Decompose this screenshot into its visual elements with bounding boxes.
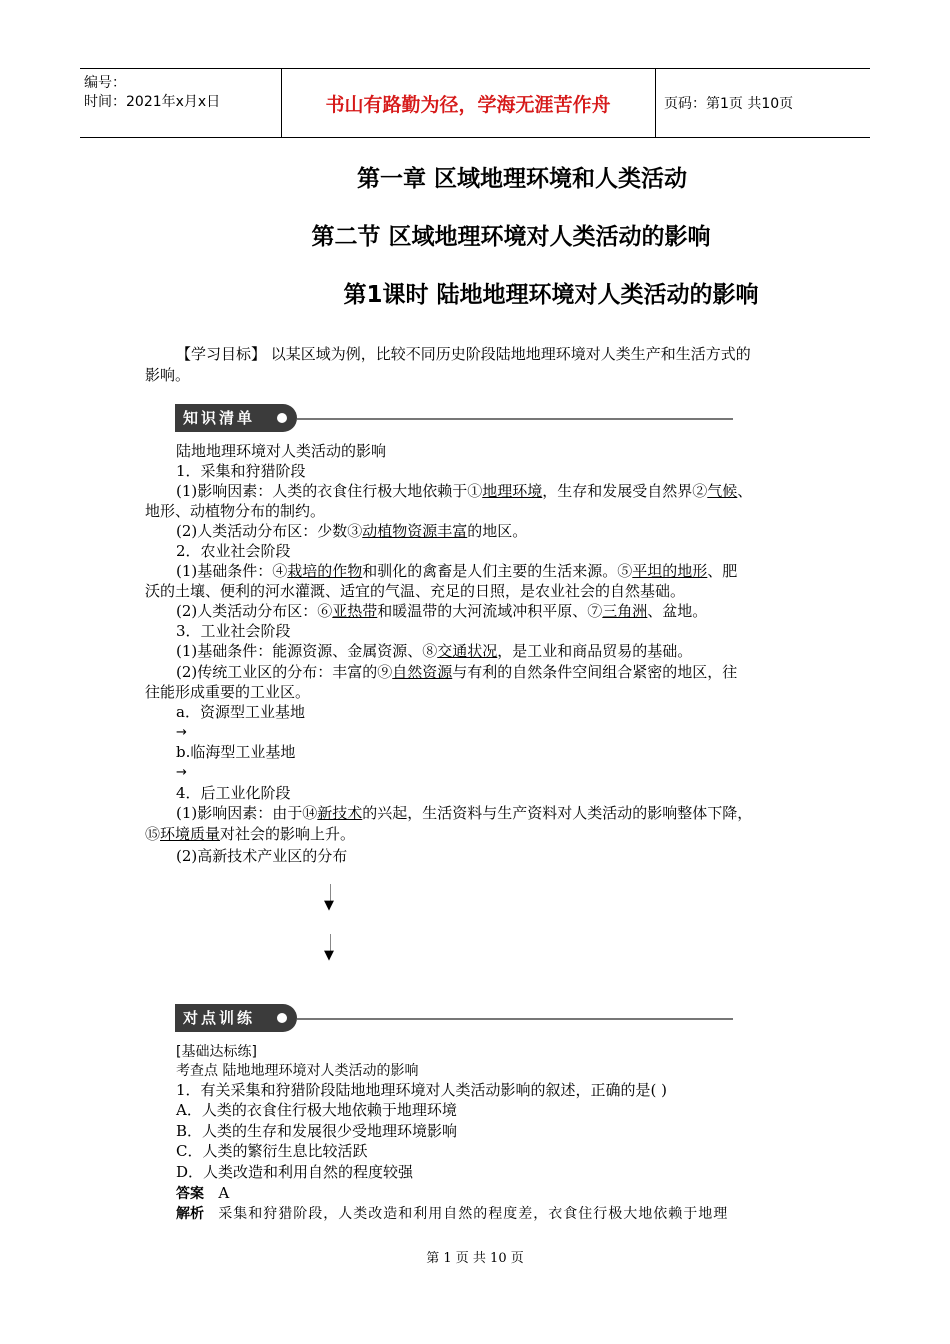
option-d: D．人类改造和利用自然的程度较强 — [176, 1163, 414, 1181]
stage-4-distribution: (2)高新技术产业区的分布 — [176, 847, 348, 865]
analysis-text: 采集和狩猎阶段，人类改造和利用自然的程度差，衣食住行极大地依赖于地理 — [218, 1206, 729, 1222]
arrow-icon: → — [176, 765, 187, 780]
lesson-title: 第1课时 陆地地理环境对人类活动的影响 — [343, 282, 759, 308]
option-a: A．人类的衣食住行极大地依赖于地理环境 — [176, 1101, 457, 1119]
banner-rule — [297, 1018, 733, 1020]
goal-label: 【学习目标】 — [176, 345, 267, 363]
stage-4-title: 4．后工业化阶段 — [176, 784, 291, 802]
banner-rule — [297, 418, 733, 420]
header-page-info: 页码：第1页 共10页 — [664, 96, 794, 112]
answer-blank: 地理环境 — [482, 482, 543, 500]
stage-1-title: 1．采集和狩猎阶段 — [176, 462, 306, 480]
stage-2-basis: (1)基础条件：④栽培的作物和驯化的禽畜是人们主要的生活来源。⑤平坦的地形、肥 — [176, 562, 738, 580]
option-b: B．人类的生存和发展很少受地理环境影响 — [176, 1122, 458, 1140]
stage-2-title: 2．农业社会阶段 — [176, 542, 291, 560]
answer-blank: 交通状况 — [437, 642, 498, 660]
header-meta — [80, 69, 280, 137]
answer-blank: 气候 — [707, 482, 738, 500]
test-topic: 考查点 陆地地理环境对人类活动的影响 — [176, 1063, 419, 1079]
learning-goal — [176, 344, 751, 365]
stage-3-title: 3．工业社会阶段 — [176, 622, 291, 640]
page-footer: 第 1 页 共 10 页 — [426, 1251, 524, 1266]
answer-blank: 栽培的作物 — [287, 562, 363, 580]
option-c: C．人类的繁衍生息比较活跃 — [176, 1142, 368, 1160]
answer-blank: 新技术 — [317, 804, 363, 822]
answer — [176, 1183, 229, 1205]
analysis — [176, 1203, 728, 1225]
section-title: 第二节 区域地理环境对人类活动的影响 — [311, 224, 711, 250]
stage-1-factor-line2: 地形、动植物分布的制约。 — [145, 502, 326, 520]
chapter-title: 第一章 区域地理环境和人类活动 — [356, 166, 687, 192]
stage-2-basis-line2: 沃的土壤、便利的河水灌溉、适宜的气温、充足的日照，是农业社会的自然基础。 — [145, 582, 686, 600]
answer-blank: 自然资源 — [392, 663, 453, 681]
banner-label: 对点训练 — [175, 1004, 297, 1032]
banner-dot-icon — [277, 413, 287, 423]
answer-blank: 动植物资源丰富 — [362, 522, 468, 540]
header-motto: 书山有路勤为径，学海无涯苦作舟 — [325, 93, 611, 116]
answer-blank: 平坦的地形 — [632, 562, 708, 580]
answer-blank: 亚热带 — [332, 602, 378, 620]
answer-blank: 环境质量 — [160, 825, 221, 843]
header-divider — [655, 69, 656, 137]
banner-label: 知识清单 — [175, 404, 297, 432]
stage-3-distribution-line2: 往能形成重要的工业区。 — [145, 683, 311, 701]
practice-tag: [基础达标练] — [176, 1044, 257, 1060]
knowledge-heading: 陆地地理环境对人类活动的影响 — [176, 442, 387, 460]
goal-text: 以某区域为例，比较不同历史阶段陆地地理环境对人类生产和生活方式的 — [266, 345, 751, 363]
down-arrow-icon: ▼ — [324, 898, 334, 913]
banner-dot-icon — [277, 1013, 287, 1023]
stage-1-area: (2)人类活动分布区：少数③动植物资源丰富的地区。 — [176, 522, 528, 540]
date-line: 时间：2021年x月x日 — [84, 94, 221, 110]
stage-3-basis: (1)基础条件：能源资源、金属资源、⑧交通状况，是工业和商品贸易的基础。 — [176, 642, 693, 660]
coastal-base: b.临海型工业基地 — [176, 743, 296, 761]
serial-label: 编号： — [84, 75, 126, 91]
question-1: 1．有关采集和狩猎阶段陆地地理环境对人类活动影响的叙述，正确的是( ) — [176, 1081, 668, 1099]
answer-blank: 三角洲 — [602, 602, 648, 620]
resource-base: a．资源型工业基地 — [176, 703, 305, 721]
stage-4-factor-line2: ⑮环境质量对社会的影响上升。 — [145, 825, 356, 843]
stage-1-factor: (1)影响因素：人类的衣食住行极大地依赖于①地理环境，生存和发展受自然界②气候、 — [176, 482, 753, 500]
page-header — [80, 68, 870, 138]
arrow-icon: → — [176, 725, 187, 740]
down-arrow-icon: ▼ — [324, 948, 334, 963]
goal-text-line2: 影响。 — [145, 366, 191, 384]
stage-2-area: (2)人类活动分布区：⑥亚热带和暖温带的大河流域冲积平原、⑦三角洲、盆地。 — [176, 602, 708, 620]
stage-3-distribution: (2)传统工业区的分布：丰富的⑨自然资源与有利的自然条件空间组合紧密的地区，往 — [176, 663, 738, 681]
answer-value: A — [218, 1184, 230, 1202]
answer-label: 答案 — [176, 1186, 204, 1202]
stage-4-factor: (1)影响因素：由于⑭新技术的兴起，生活资料与生产资料对人类活动的影响整体下降， — [176, 804, 753, 822]
analysis-label: 解析 — [176, 1206, 204, 1222]
